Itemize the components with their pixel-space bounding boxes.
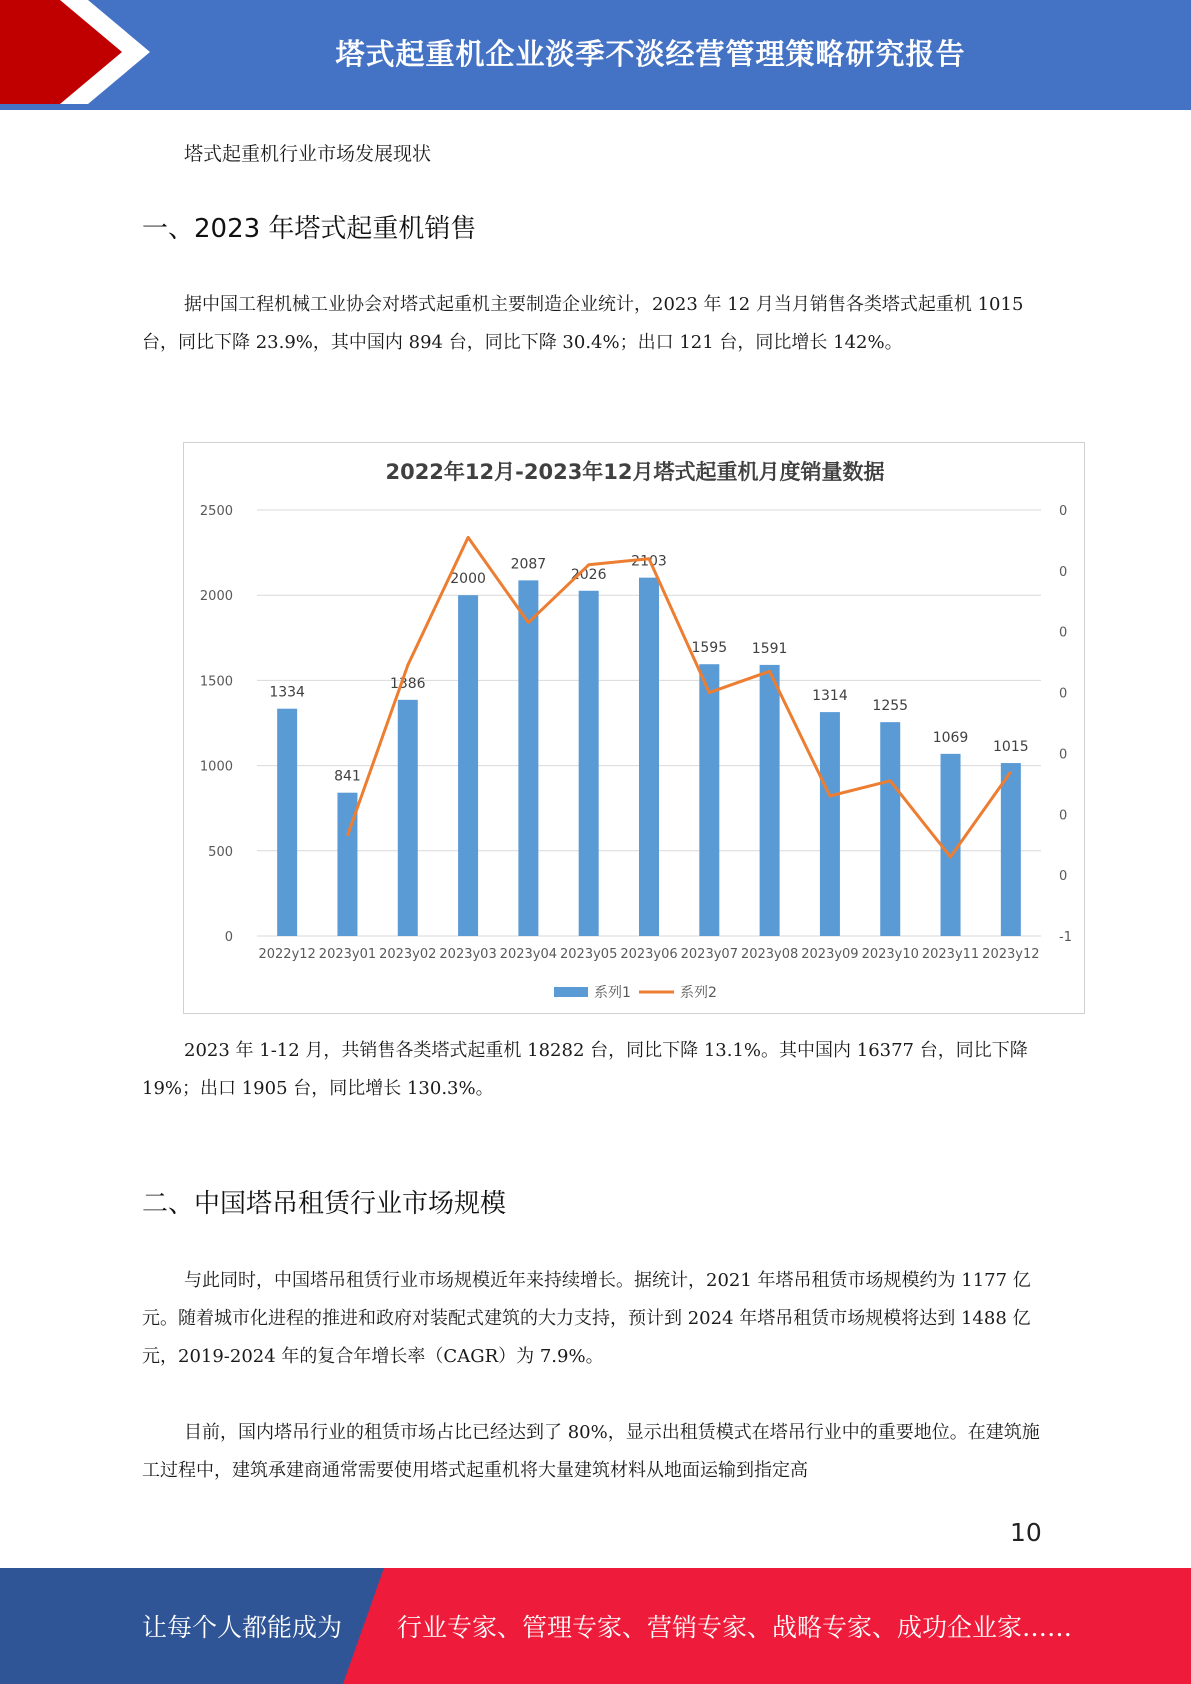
x-tick-label: 2023y02 bbox=[379, 947, 437, 962]
x-tick-label: 2023y09 bbox=[801, 947, 859, 962]
y-tick-label: 1000 bbox=[199, 759, 233, 775]
y-tick-label: 0 bbox=[224, 930, 233, 945]
y-tick-label: 2500 bbox=[199, 504, 233, 519]
y2-tick-label: -1 bbox=[1059, 930, 1072, 945]
bar bbox=[639, 578, 659, 936]
bar bbox=[518, 580, 538, 936]
bar-data-label: 1314 bbox=[812, 688, 848, 705]
y2-tick-label: 0 bbox=[1059, 504, 1068, 519]
bar bbox=[699, 664, 719, 936]
bar bbox=[398, 700, 418, 936]
bar-data-label: 1015 bbox=[993, 739, 1029, 756]
bar-data-label: 2103 bbox=[631, 553, 667, 570]
page-header bbox=[0, 0, 1191, 110]
page-number: 10 bbox=[1010, 1518, 1042, 1547]
bar-data-label: 1591 bbox=[751, 640, 788, 657]
y-tick-label: 1500 bbox=[199, 674, 233, 690]
bar-data-label: 841 bbox=[334, 768, 361, 785]
bar bbox=[458, 595, 478, 936]
x-tick-label: 2023y08 bbox=[740, 947, 799, 962]
legend-swatch-bar bbox=[554, 987, 588, 997]
x-tick-label: 2023y01 bbox=[318, 947, 377, 962]
bar-data-label: 2026 bbox=[570, 566, 607, 583]
bar-data-label: 2087 bbox=[510, 556, 547, 573]
y2-tick-label: 0 bbox=[1059, 747, 1068, 763]
y-tick-label: 2000 bbox=[199, 589, 233, 605]
x-tick-label: 2022y12 bbox=[258, 947, 316, 962]
section1-paragraph-2: 2023 年 1-12 月，共销售各类塔式起重机 18282 台，同比下降 13.1%。其中国内 16377 台，同比下降 19%；出口 1905 台，同比增长 130.3%。 bbox=[142, 1040, 1028, 1099]
bar-data-label: 2000 bbox=[450, 571, 486, 588]
legend-label-series2: 系列2 bbox=[680, 985, 717, 1001]
section-subtitle: 塔式起重机行业市场发展现状 bbox=[184, 143, 432, 165]
x-tick-label: 2023y11 bbox=[921, 947, 980, 962]
x-tick-label: 2023y10 bbox=[861, 947, 919, 962]
y2-tick-label: 0 bbox=[1059, 808, 1068, 824]
bar bbox=[579, 591, 599, 936]
legend-label-series1: 系列1 bbox=[594, 985, 631, 1001]
chart-title: 2022年12月-2023年12月塔式起重机月度销量数据 bbox=[385, 460, 885, 484]
x-tick-label: 2023y07 bbox=[680, 947, 738, 962]
report-title: 塔式起重机企业淡季不淡经营管理策略研究报告 bbox=[335, 36, 966, 71]
sales-chart bbox=[183, 442, 1085, 1014]
bar-data-label: 1386 bbox=[389, 675, 426, 692]
y2-tick-label: 0 bbox=[1059, 869, 1068, 885]
y2-tick-label: 0 bbox=[1059, 625, 1068, 641]
x-tick-label: 2023y12 bbox=[982, 947, 1040, 962]
bar bbox=[820, 712, 840, 936]
x-tick-label: 2023y06 bbox=[620, 947, 678, 962]
section2-paragraph-2: 目前，国内塔吊行业的租赁市场占比已经达到了 80%，显示出租赁模式在塔吊行业中的重要地位。在建筑施工过程中，建筑承建商通常需要使用塔式起重机将大量建筑材料从地面运输到指定高 bbox=[142, 1422, 1040, 1481]
bar bbox=[880, 722, 900, 936]
y-tick-label: 500 bbox=[208, 844, 233, 860]
section1-heading: 一、2023 年塔式起重机销售 bbox=[142, 214, 477, 244]
footer-slogan-left: 让每个人都能成为 bbox=[142, 1613, 343, 1642]
bar-data-label: 1595 bbox=[691, 640, 728, 657]
bar bbox=[277, 709, 297, 936]
chart-canvas bbox=[184, 443, 1086, 1015]
y2-tick-label: 0 bbox=[1059, 564, 1068, 580]
section2-heading: 二、中国塔吊租赁行业市场规模 bbox=[142, 1189, 507, 1219]
footer-slogan-right: 行业专家、管理专家、营销专家、战略专家、成功企业家…… bbox=[397, 1613, 1073, 1642]
bar-data-label: 1069 bbox=[932, 729, 969, 746]
header-arrow-decoration bbox=[0, 0, 160, 110]
bar bbox=[760, 665, 780, 936]
section1-paragraph-1: 据中国工程机械工业协会对塔式起重机主要制造企业统计，2023 年 12 月当月销售各类塔式起重机 1015 台，同比下降 23.9%，其中国内 894 台，同比下降 30.4%；出口 121 台，同比增长 142%。 bbox=[142, 294, 1024, 353]
series-line bbox=[348, 537, 1011, 857]
bar-data-label: 1334 bbox=[269, 684, 305, 701]
bar-data-label: 1255 bbox=[872, 698, 909, 715]
bar bbox=[1001, 763, 1021, 936]
x-tick-label: 2023y03 bbox=[439, 947, 497, 962]
y2-tick-label: 0 bbox=[1059, 686, 1068, 702]
x-tick-label: 2023y05 bbox=[560, 947, 618, 962]
page-footer bbox=[0, 1568, 1191, 1684]
section2-paragraph-1: 与此同时，中国塔吊租赁行业市场规模近年来持续增长。据统计，2021 年塔吊租赁市场规模约为 1177 亿元。随着城市化进程的推进和政府对装配式建筑的大力支持，预计到 2024 年塔吊租赁市场规模将达到 1488 亿元，2019-2024 年的复合年增长率（CAGR）为 7.9%。 bbox=[142, 1270, 1031, 1367]
x-tick-label: 2023y04 bbox=[499, 947, 558, 962]
